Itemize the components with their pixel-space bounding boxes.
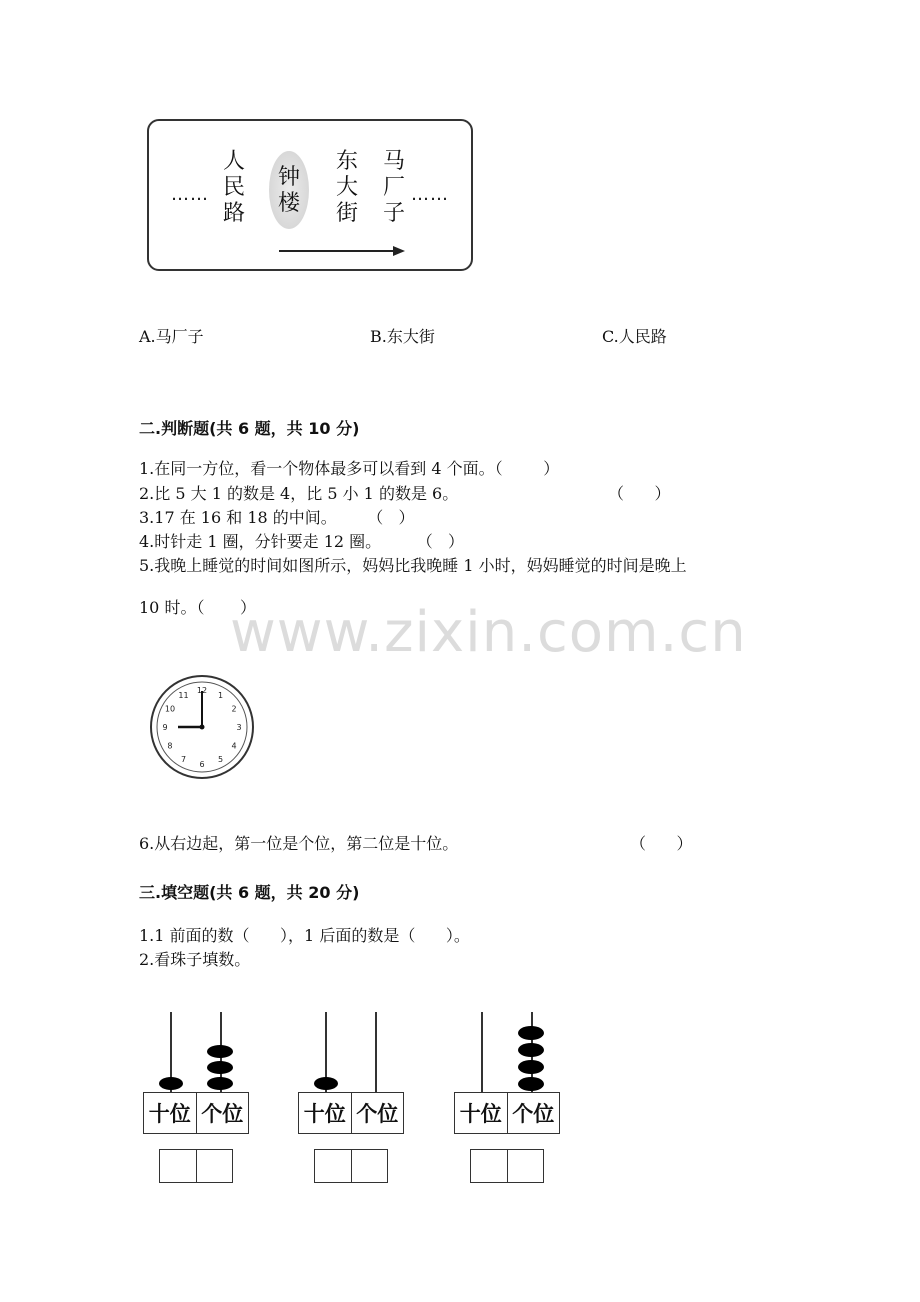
s2-q3: 3.17 在 16 和 18 的中间。 （ ） bbox=[139, 508, 415, 527]
s2-q2-paren: （ ） bbox=[608, 484, 671, 503]
s2-q6: 6.从右边起，第一位是个位，第二位是十位。 bbox=[139, 834, 459, 853]
ones-bead bbox=[518, 1043, 544, 1057]
answer-ones-cell[interactable] bbox=[508, 1150, 544, 1182]
s2-q5-line1: 5.我晚上睡觉的时间如图所示，妈妈比我晚睡 1 小时，妈妈睡觉的时间是晚上 bbox=[139, 556, 687, 575]
clock-number: 6 bbox=[199, 760, 205, 769]
option-a: A.马厂子 bbox=[139, 327, 204, 346]
answer-tens-cell[interactable] bbox=[471, 1150, 508, 1182]
abacus-label-box bbox=[454, 1092, 560, 1134]
ones-bead bbox=[518, 1026, 544, 1040]
answer-ones-cell[interactable] bbox=[352, 1150, 388, 1182]
tens-label: 十位 bbox=[144, 1093, 197, 1133]
ones-rod bbox=[375, 1012, 377, 1092]
s2-q2: 2.比 5 大 1 的数是 4，比 5 小 1 的数是 6。 bbox=[139, 484, 459, 503]
s2-q6-paren: （ ） bbox=[630, 834, 693, 853]
ones-label: 个位 bbox=[356, 1102, 399, 1126]
option-b: B.东大街 bbox=[370, 327, 435, 346]
clock-number: 4 bbox=[231, 741, 237, 751]
ones-bead bbox=[207, 1045, 233, 1058]
map-dongdajie: 东大街 bbox=[335, 149, 358, 226]
abacus-label-box bbox=[143, 1092, 249, 1134]
answer-tens-cell[interactable] bbox=[160, 1150, 197, 1182]
s3-q1: 1.1 前面的数（ ），1 后面的数是（ ）。 bbox=[139, 926, 470, 945]
tens-bead bbox=[314, 1077, 338, 1090]
ones-label: 个位 bbox=[512, 1102, 555, 1126]
ones-bead bbox=[207, 1061, 233, 1074]
clock-number: 1 bbox=[217, 690, 224, 700]
map-zhonglou: 钟楼 bbox=[277, 165, 300, 216]
clock-number: 5 bbox=[217, 755, 224, 765]
clock-number: 3 bbox=[236, 723, 242, 732]
clock-number: 8 bbox=[167, 741, 173, 751]
s2-q4: 4.时针走 1 圈，分针要走 12 圈。 （ ） bbox=[139, 532, 465, 551]
answer-box[interactable] bbox=[470, 1149, 544, 1183]
tens-label: 十位 bbox=[455, 1093, 508, 1133]
ones-bead bbox=[518, 1060, 544, 1074]
clock-number: 2 bbox=[231, 704, 237, 714]
map-figure bbox=[147, 119, 473, 271]
clock-face bbox=[148, 673, 256, 781]
abacus-label-box bbox=[298, 1092, 404, 1134]
arrow-right-icon bbox=[277, 245, 407, 257]
clock-number: 9 bbox=[162, 723, 168, 732]
watermark: www.zixin.com.cn bbox=[230, 600, 747, 665]
clock-number: 10 bbox=[164, 704, 176, 714]
clock-number: 7 bbox=[180, 755, 187, 765]
ones-bead bbox=[207, 1077, 233, 1090]
tens-bead bbox=[159, 1077, 183, 1090]
map-renminlu: 人民路 bbox=[222, 149, 245, 226]
tens-rod bbox=[481, 1012, 483, 1092]
answer-tens-cell[interactable] bbox=[315, 1150, 352, 1182]
tens-label: 十位 bbox=[299, 1093, 352, 1133]
clock-number: 12 bbox=[196, 686, 208, 695]
map-left-dots: …… bbox=[171, 184, 209, 205]
answer-box[interactable] bbox=[314, 1149, 388, 1183]
section3-heading: 三.填空题(共 6 题，共 20 分) bbox=[139, 883, 360, 902]
option-c: C.人民路 bbox=[602, 327, 667, 346]
s2-q1: 1.在同一方位，看一个物体最多可以看到 4 个面。（ ） bbox=[139, 459, 560, 478]
map-machangzi: 马厂子 bbox=[382, 149, 405, 226]
s3-q2: 2.看珠子填数。 bbox=[139, 950, 251, 969]
ones-bead bbox=[518, 1077, 544, 1091]
clock-number: 11 bbox=[178, 690, 189, 700]
s2-q5-line2: 10 时。（ ） bbox=[139, 598, 257, 617]
answer-box[interactable] bbox=[159, 1149, 233, 1183]
ones-label: 个位 bbox=[201, 1102, 244, 1126]
answer-ones-cell[interactable] bbox=[197, 1150, 233, 1182]
map-right-dots: …… bbox=[411, 184, 449, 205]
section2-heading: 二.判断题(共 6 题，共 10 分) bbox=[139, 419, 360, 438]
